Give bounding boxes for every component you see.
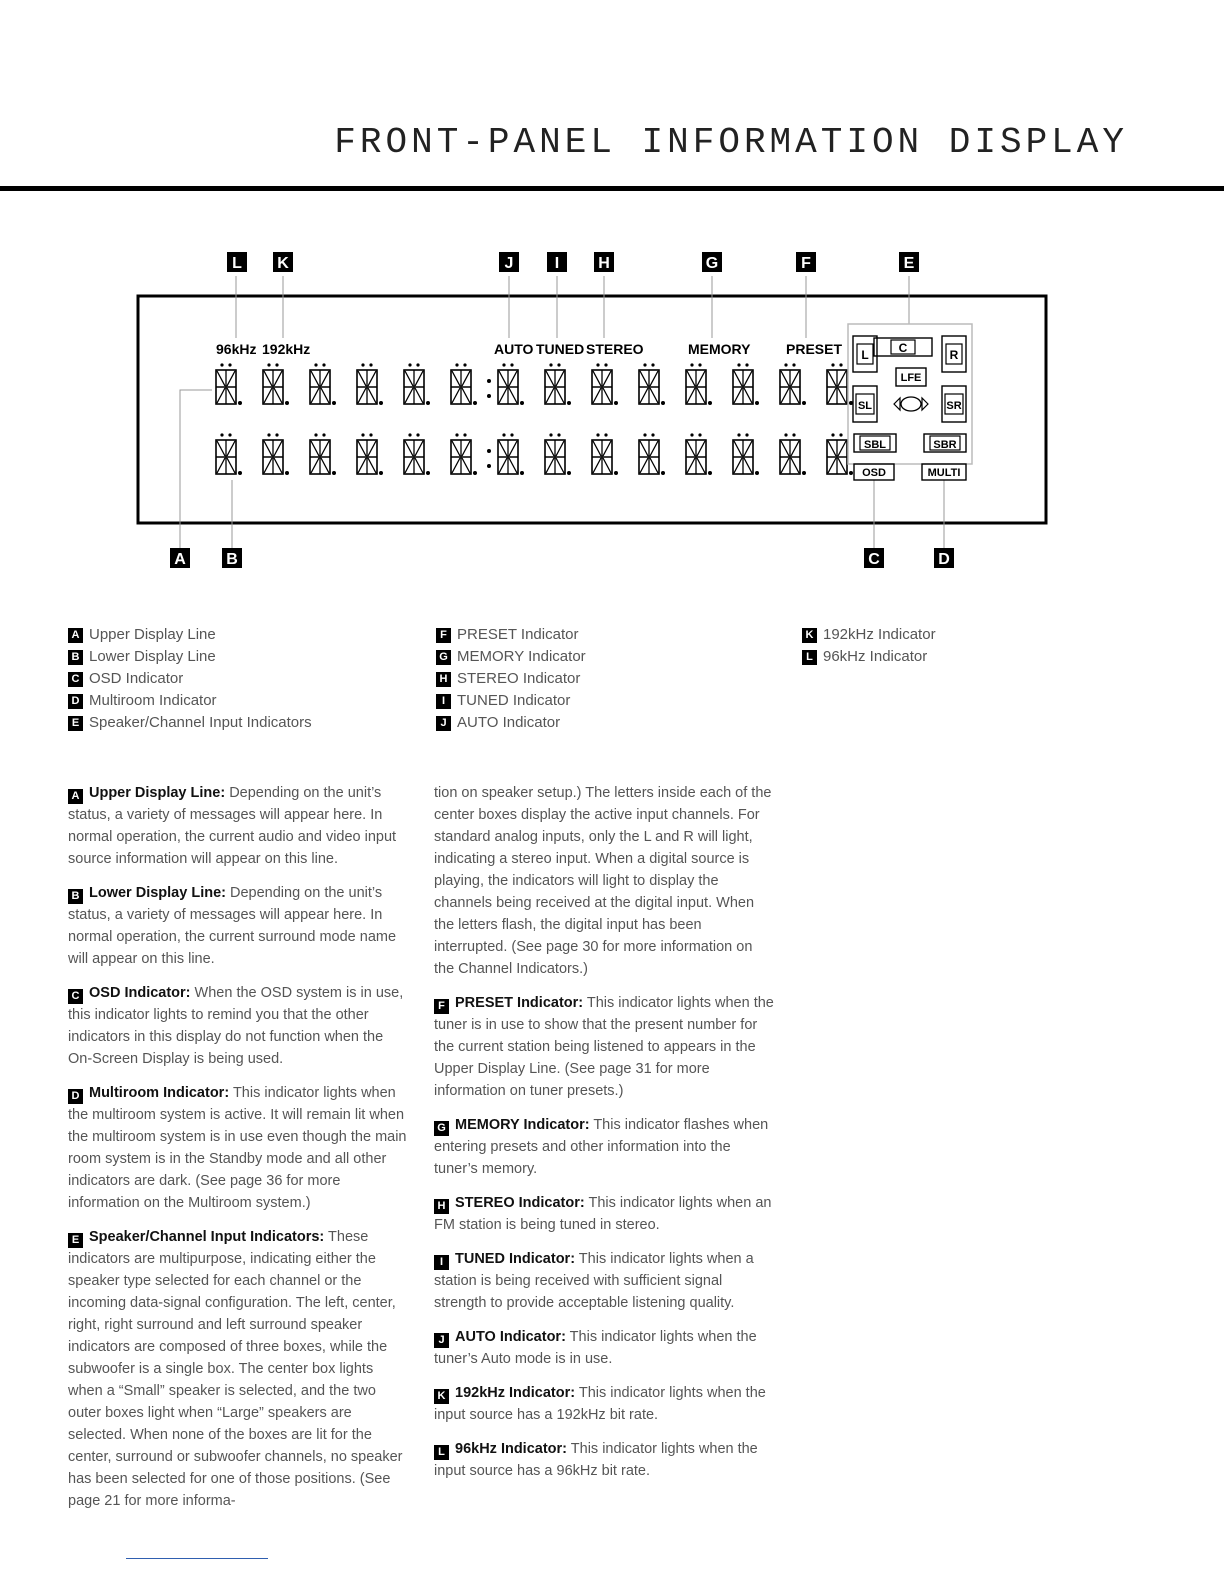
legend-text: Multiroom Indicator bbox=[89, 692, 217, 709]
desc-multiroom-indicator bbox=[68, 1082, 408, 1214]
desc-text: Depending on the unit’s status, a variety of messages will appear here. In normal operation, the current audio and video input source information will appear on this line. bbox=[68, 785, 397, 867]
desc-memory-indicator bbox=[434, 1114, 774, 1180]
front-panel-diagram bbox=[0, 240, 1224, 580]
speaker-sbr: SBR bbox=[933, 439, 957, 451]
callout-e: E bbox=[903, 255, 915, 272]
desc-192khz-indicator bbox=[434, 1382, 774, 1426]
badge-i: I bbox=[434, 1255, 449, 1270]
desc-term: TUNED Indicator: bbox=[455, 1251, 576, 1267]
desc-term: Upper Display Line: bbox=[89, 785, 226, 801]
desc-text: This indicator lights when the tuner’s Auto mode is in use. bbox=[434, 1329, 757, 1367]
desc-preset-indicator bbox=[434, 992, 774, 1102]
legend-item bbox=[436, 624, 586, 646]
descriptions-col-2 bbox=[434, 782, 774, 1494]
desc-text: This indicator lights when the multiroom system is active. It will remain lit when the multiroom system is in use even though the main room system is in the Standby mode and all other indicators are dark. (See page 36 for more information on the Multiroom system.) bbox=[68, 1085, 407, 1211]
desc-term: Multiroom Indicator: bbox=[89, 1085, 230, 1101]
desc-upper-display-line bbox=[68, 782, 408, 870]
badge-c: C bbox=[68, 989, 83, 1004]
legend-text: 96kHz Indicator bbox=[823, 648, 928, 665]
badge-j: J bbox=[436, 716, 451, 731]
desc-term: STEREO Indicator: bbox=[455, 1195, 585, 1211]
legend-col-2 bbox=[436, 624, 586, 734]
legend-text: MEMORY Indicator bbox=[457, 648, 586, 665]
callout-c: C bbox=[868, 551, 880, 568]
speaker-r: R bbox=[949, 348, 959, 362]
desc-term: MEMORY Indicator: bbox=[455, 1117, 590, 1133]
badge-h: H bbox=[436, 672, 451, 687]
desc-term: 96kHz Indicator: bbox=[455, 1441, 567, 1457]
lower-display-line bbox=[216, 433, 853, 475]
badge-a: A bbox=[68, 628, 83, 643]
badge-k: K bbox=[434, 1389, 449, 1404]
callout-h: H bbox=[598, 255, 610, 272]
indicator-96khz: 96kHz bbox=[216, 341, 257, 357]
desc-term: Speaker/Channel Input Indicators: bbox=[89, 1229, 325, 1245]
legend-text: STEREO Indicator bbox=[457, 670, 581, 687]
callout-f: F bbox=[801, 255, 811, 272]
legend-item bbox=[68, 624, 312, 646]
legend-text: Speaker/Channel Input Indicators bbox=[89, 714, 312, 731]
callout-k: K bbox=[277, 255, 289, 272]
indicator-192khz: 192kHz bbox=[262, 341, 311, 357]
callout-j: J bbox=[504, 255, 514, 272]
desc-osd-indicator bbox=[68, 982, 408, 1070]
legend-text: Upper Display Line bbox=[89, 626, 216, 643]
desc-text: Depending on the unit’s status, a variety of messages will appear here. In normal operation, the current surround mode name will appear on this line. bbox=[68, 885, 397, 967]
callouts-top bbox=[227, 252, 919, 272]
badge-l: L bbox=[802, 650, 817, 665]
badge-d: D bbox=[68, 694, 83, 709]
desc-text: This indicator lights when the tuner is in use to show that the present number for the current station being listened to appears in the Upper Display Line. (See page 31 for more information on tuner presets.) bbox=[434, 995, 774, 1099]
legend-item bbox=[68, 712, 312, 734]
callout-l: L bbox=[232, 255, 242, 272]
legend-col-3 bbox=[802, 624, 936, 668]
desc-text: This indicator flashes when entering presets and other information into the tuner’s memory. bbox=[434, 1117, 769, 1177]
listener-icon bbox=[894, 397, 928, 411]
badge-f: F bbox=[434, 999, 449, 1014]
callout-a: A bbox=[174, 551, 186, 568]
badge-h: H bbox=[434, 1199, 449, 1214]
speaker-c: C bbox=[898, 341, 908, 355]
badge-i: I bbox=[436, 694, 451, 709]
badge-g: G bbox=[434, 1121, 449, 1136]
legend-text: PRESET Indicator bbox=[457, 626, 579, 643]
indicator-memory: MEMORY bbox=[688, 341, 751, 357]
legend-item bbox=[436, 712, 586, 734]
callout-d: D bbox=[938, 551, 950, 568]
legend-text: TUNED Indicator bbox=[457, 692, 571, 709]
legend-item bbox=[436, 668, 586, 690]
legend-item bbox=[802, 646, 936, 668]
indicator-tuned: TUNED bbox=[536, 341, 585, 357]
callouts-bottom bbox=[170, 548, 954, 568]
badge-e: E bbox=[68, 1233, 83, 1248]
legend-item bbox=[436, 690, 586, 712]
callout-i: I bbox=[554, 255, 560, 272]
desc-text: This indicator lights when the input source has a 96kHz bit rate. bbox=[434, 1441, 758, 1479]
desc-text: These indicators are multipurpose, indicating either the speaker type selected for each channel or the incoming data-signal configuration. The left, center, right, right surround and left surround speaker indicators are composed of three boxes, while the subwoofer is a single box. The center box lights when a “Small” speaker is selected, and the two outer boxes light when “Large” speakers are selected. When none of the boxes are lit for the center, surround or subwoofer channels, no speaker has been selected for one of those positions. (See page 21 for more informa- bbox=[68, 1229, 403, 1509]
desc-speaker-channel-indicators bbox=[68, 1226, 408, 1512]
title-rule bbox=[0, 186, 1224, 191]
legend-text: AUTO Indicator bbox=[457, 714, 561, 731]
badge-j: J bbox=[434, 1333, 449, 1348]
badge-c: C bbox=[68, 672, 83, 687]
desc-text: This indicator lights when an FM station is being tuned in stereo. bbox=[434, 1195, 772, 1233]
indicator-osd: OSD bbox=[862, 467, 886, 479]
desc-term: PRESET Indicator: bbox=[455, 995, 584, 1011]
desc-text: When the OSD system is in use, this indicator lights to remind you that the other indicators in this display do not function when the On-Screen Display is being used. bbox=[68, 985, 404, 1067]
speaker-sr: SR bbox=[946, 400, 962, 412]
desc-text: This indicator lights when the input source has a 192kHz bit rate. bbox=[434, 1385, 766, 1423]
legend-text: Lower Display Line bbox=[89, 648, 216, 665]
speaker-l: L bbox=[861, 348, 869, 362]
speaker-channel-indicators bbox=[848, 324, 972, 464]
desc-auto-indicator bbox=[434, 1326, 774, 1370]
badge-g: G bbox=[436, 650, 451, 665]
badge-d: D bbox=[68, 1089, 83, 1104]
callout-b: B bbox=[226, 551, 238, 568]
legend-item bbox=[802, 624, 936, 646]
desc-96khz-indicator bbox=[434, 1438, 774, 1482]
callout-g: G bbox=[705, 255, 719, 272]
desc-lower-display-line bbox=[68, 882, 408, 970]
badge-a: A bbox=[68, 789, 83, 804]
desc-term: 192kHz Indicator: bbox=[455, 1385, 576, 1401]
desc-term: OSD Indicator: bbox=[89, 985, 191, 1001]
badge-l: L bbox=[434, 1445, 449, 1460]
leader-lines bbox=[180, 276, 944, 550]
legend-item bbox=[68, 646, 312, 668]
footer-rule bbox=[126, 1558, 268, 1559]
badge-f: F bbox=[436, 628, 451, 643]
descriptions-col-1 bbox=[68, 782, 408, 1524]
badge-k: K bbox=[802, 628, 817, 643]
legend-item bbox=[68, 668, 312, 690]
desc-tuned-indicator bbox=[434, 1248, 774, 1314]
legend-item bbox=[436, 646, 586, 668]
legend-text: OSD Indicator bbox=[89, 670, 184, 687]
speaker-sl: SL bbox=[857, 400, 873, 412]
desc-term: Lower Display Line: bbox=[89, 885, 226, 901]
legend-col-1 bbox=[68, 624, 312, 734]
page-title: FRONT-PANEL INFORMATION DISPLAY bbox=[334, 122, 1128, 163]
desc-text: This indicator lights when a station is being received with sufficient signal strength to provide acceptable listening quality. bbox=[434, 1251, 754, 1311]
indicator-stereo: STEREO bbox=[586, 341, 644, 357]
legend-text: 192kHz Indicator bbox=[823, 626, 936, 643]
upper-display-line bbox=[216, 363, 853, 405]
indicator-preset: PRESET bbox=[786, 341, 843, 357]
legend-item bbox=[68, 690, 312, 712]
desc-stereo-indicator bbox=[434, 1192, 774, 1236]
display-panel bbox=[138, 296, 1046, 523]
badge-b: B bbox=[68, 889, 83, 904]
indicator-auto: AUTO bbox=[494, 341, 534, 357]
speaker-sbl: SBL bbox=[864, 439, 886, 451]
indicator-multi: MULTI bbox=[927, 467, 961, 479]
desc-continuation: tion on speaker setup.) The letters inside each of the center boxes display the active input channels. For standard analog inputs, only the L and R will light, indicating a stereo input. When a digital source is playing, the indicators will light to display the channels being received at the digital input. When the letters flash, the digital input has been interrupted. (See page 30 for more information on the Channel Indicators.) bbox=[434, 785, 772, 977]
speaker-lfe: LFE bbox=[900, 372, 922, 384]
desc-term: AUTO Indicator: bbox=[455, 1329, 566, 1345]
badge-e: E bbox=[68, 716, 83, 731]
badge-b: B bbox=[68, 650, 83, 665]
